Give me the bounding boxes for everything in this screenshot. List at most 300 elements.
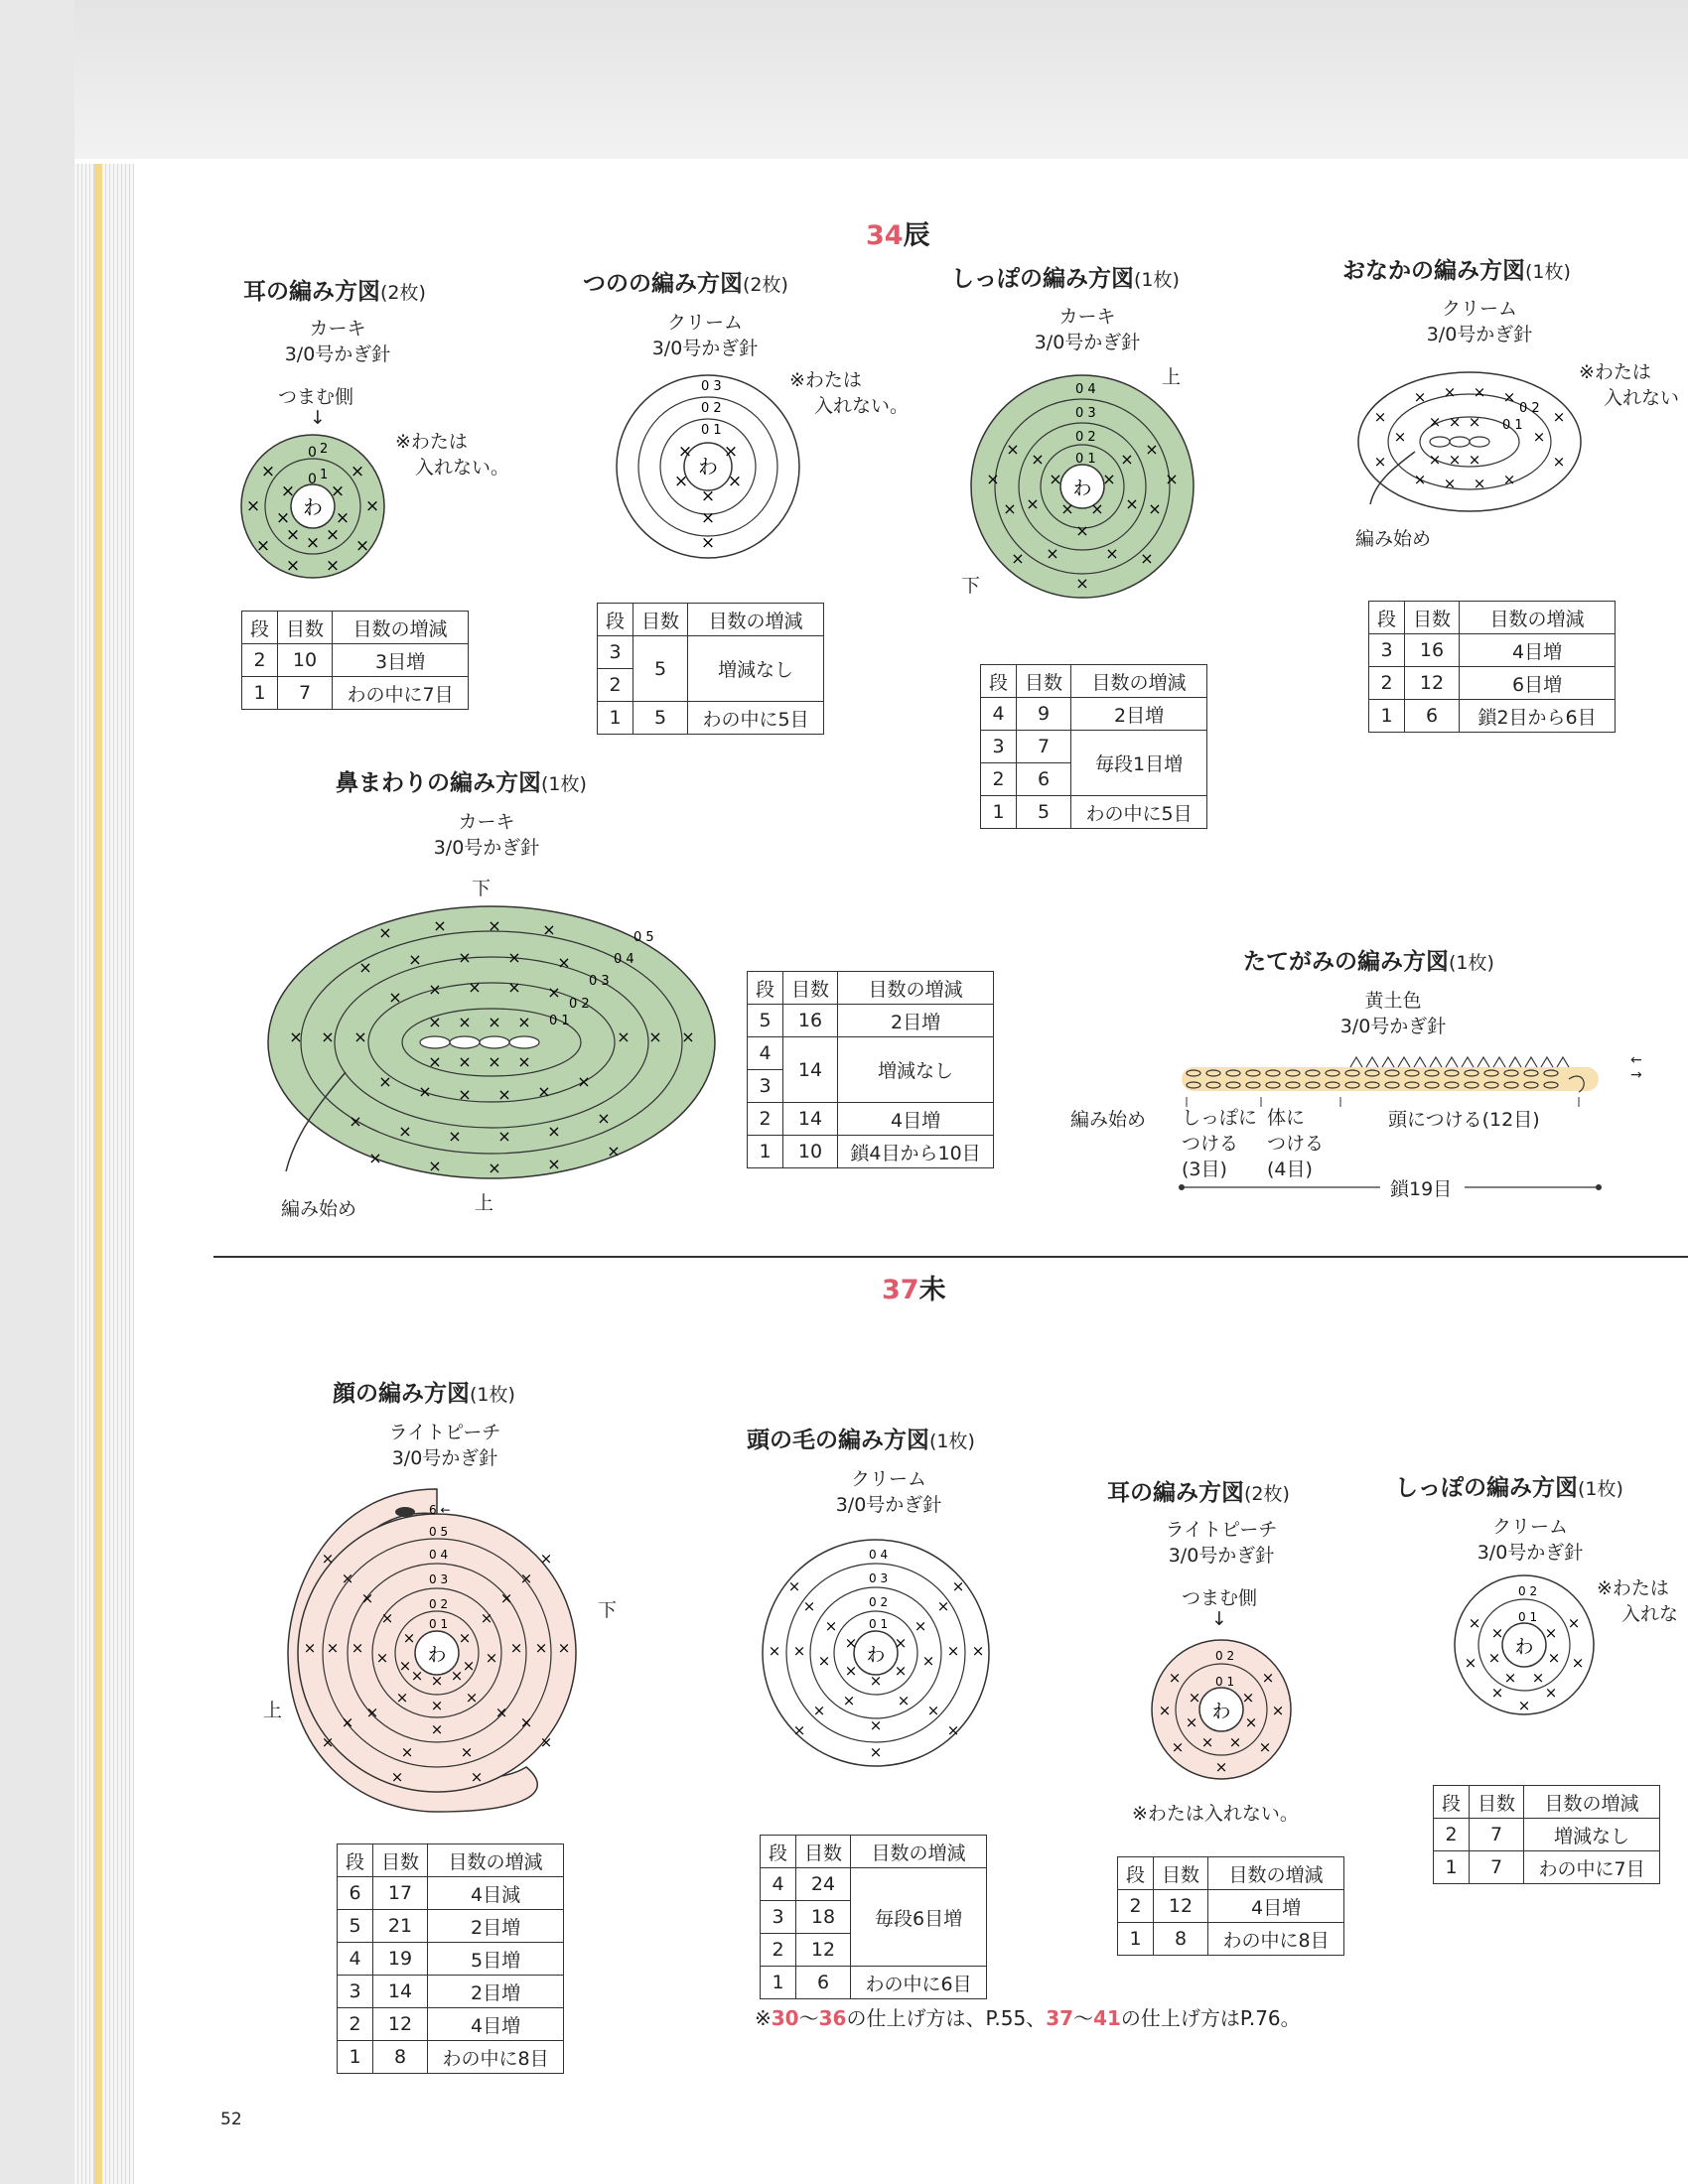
footnote-range-start-b: 37 <box>1046 2006 1074 2030</box>
svg-text:×: × <box>428 1013 442 1031</box>
title-text: 顔の編み方図 <box>333 1381 470 1407</box>
cell: 毎段6目増 <box>851 1868 987 1967</box>
cell: 6 <box>338 1877 373 1910</box>
svg-text:×: × <box>1487 1649 1501 1667</box>
cell: 12 <box>796 1934 851 1967</box>
table-row <box>1118 1923 1344 1956</box>
table-row <box>981 698 1207 731</box>
table-row <box>338 1877 564 1910</box>
note-line-1: ※わたは <box>1579 361 1651 383</box>
svg-text:×: × <box>677 442 693 462</box>
cell: 7 <box>1470 1819 1524 1851</box>
tail34-table <box>980 664 1207 829</box>
svg-text:0 2: 0 2 <box>1075 430 1096 445</box>
title-count: (1枚) <box>1525 261 1571 283</box>
svg-text:6 ←: 6 ← <box>429 1503 451 1517</box>
section-number: 37 <box>882 1275 919 1305</box>
svg-text:×: × <box>351 1639 364 1657</box>
svg-text:×: × <box>1046 544 1059 563</box>
cell: 2目増 <box>838 1005 994 1037</box>
title-count: (1枚) <box>1449 952 1494 974</box>
cell: わの中に8目 <box>428 2041 564 2074</box>
cell: 鎖4目から10目 <box>838 1136 994 1168</box>
title-count: (2枚) <box>743 274 788 296</box>
hook-size: 3/0号かぎ針 <box>1426 324 1533 345</box>
header-cell: 目数の増減 <box>1208 1857 1344 1890</box>
svg-text:×: × <box>485 1649 498 1667</box>
cell: 1 <box>598 702 633 735</box>
svg-text:×: × <box>1443 383 1457 401</box>
svg-text:×: × <box>1031 450 1045 469</box>
note-line-1: しっぽに <box>1182 1107 1258 1129</box>
cell: 2 <box>748 1103 783 1136</box>
cell: 6 <box>796 1967 851 1999</box>
svg-text:×: × <box>488 916 501 935</box>
cell: 12 <box>1405 667 1460 700</box>
svg-text:×: × <box>1271 1702 1285 1719</box>
svg-text:×: × <box>768 1642 781 1660</box>
svg-text:×: × <box>802 1597 816 1615</box>
cell: 1 <box>1369 700 1405 733</box>
svg-text:×: × <box>547 983 561 1002</box>
cell: 2 <box>981 763 1017 796</box>
svg-text:×: × <box>354 536 370 556</box>
svg-text:×: × <box>388 988 402 1007</box>
svg-text:×: × <box>547 1122 561 1141</box>
note-line-2: 入れな <box>1621 1603 1679 1625</box>
belly34-note <box>1579 359 1679 411</box>
table-row <box>761 1967 987 1999</box>
hook-size: 3/0号かぎ針 <box>1477 1542 1584 1564</box>
svg-text:0 1: 0 1 <box>1518 1610 1538 1624</box>
svg-text:×: × <box>792 1721 806 1739</box>
svg-text:×: × <box>1105 544 1119 563</box>
horn34-yarn <box>640 310 770 361</box>
tail37-title <box>1395 1469 1623 1502</box>
nose34-yarn <box>422 809 551 861</box>
hook-size: 3/0号かぎ針 <box>835 1494 942 1516</box>
svg-text:0 2: 0 2 <box>1215 1649 1235 1663</box>
svg-text:×: × <box>1544 1624 1558 1642</box>
table-row <box>748 1103 994 1136</box>
svg-text:×: × <box>700 508 716 528</box>
mane34-title <box>1243 943 1494 976</box>
svg-text:×: × <box>380 1609 394 1627</box>
table-row <box>598 702 824 735</box>
header-cell: 段 <box>242 612 278 644</box>
svg-text:×: × <box>894 1634 908 1652</box>
belly34-yarn <box>1415 296 1544 347</box>
svg-text:×: × <box>368 1149 382 1167</box>
title-text: たてがみの編み方図 <box>1243 949 1449 975</box>
nose34-top-label: 下 <box>472 878 492 899</box>
cell: 1 <box>981 796 1017 829</box>
svg-text:0 3: 0 3 <box>1075 406 1096 421</box>
svg-text:×: × <box>946 1642 960 1660</box>
table-row <box>1434 1819 1660 1851</box>
header-cell: 目数 <box>783 972 838 1005</box>
svg-text:×: × <box>1075 574 1089 593</box>
svg-text:×: × <box>1413 471 1427 488</box>
svg-text:×: × <box>869 1743 883 1761</box>
hair37-chart <box>760 1537 993 1770</box>
svg-text:0 3: 0 3 <box>869 1571 889 1585</box>
header-cell: 段 <box>981 665 1017 698</box>
title-text: 耳の編み方図 <box>1107 1480 1244 1506</box>
table-header-row <box>1369 602 1616 634</box>
page-stack-edges <box>74 164 134 2184</box>
svg-text:×: × <box>539 1550 553 1568</box>
svg-text:×: × <box>499 1589 513 1607</box>
svg-text:×: × <box>488 1052 501 1071</box>
section-title-34 <box>866 213 930 252</box>
svg-text:×: × <box>617 1027 631 1046</box>
cell: 6 <box>1017 763 1071 796</box>
cell: 3 <box>748 1070 783 1103</box>
hair37-title <box>747 1422 975 1454</box>
svg-text:×: × <box>557 953 571 972</box>
table-row <box>761 1868 987 1901</box>
table-row <box>981 796 1207 829</box>
hair37-table <box>760 1835 987 1999</box>
svg-text:×: × <box>365 1704 379 1721</box>
svg-text:0 1: 0 1 <box>549 1014 570 1028</box>
table-header-row <box>981 665 1207 698</box>
title-count: (1枚) <box>541 773 587 795</box>
svg-text:×: × <box>681 1027 695 1046</box>
svg-text:×: × <box>1532 428 1546 446</box>
header-cell: 段 <box>1369 602 1405 634</box>
ear34-pinch-label: つまむ側 <box>278 386 354 408</box>
svg-text:×: × <box>1552 453 1566 471</box>
svg-text:×: × <box>255 536 271 556</box>
face37-title <box>333 1375 515 1408</box>
cell: 5 <box>633 636 688 702</box>
cell: 19 <box>373 1943 428 1976</box>
note-line-1: ※わたは <box>1597 1577 1669 1599</box>
svg-text:0 1: 0 1 <box>429 1617 449 1631</box>
svg-text:×: × <box>519 1713 533 1731</box>
svg-text:×: × <box>1060 499 1074 518</box>
svg-text:0 2: 0 2 <box>569 997 590 1012</box>
svg-text:×: × <box>1102 470 1116 488</box>
hook-size: 3/0号かぎ針 <box>651 338 759 359</box>
hook-size: 3/0号かぎ針 <box>284 343 391 365</box>
yarn-color: クリーム <box>1491 1516 1568 1538</box>
svg-text:×: × <box>517 1013 531 1031</box>
svg-text:×: × <box>1145 440 1159 459</box>
tail37-chart <box>1453 1573 1597 1717</box>
svg-text:×: × <box>517 1052 531 1071</box>
svg-text:×: × <box>1090 499 1104 518</box>
svg-text:×: × <box>1473 475 1486 492</box>
svg-text:×: × <box>700 486 716 506</box>
svg-text:×: × <box>430 1672 444 1690</box>
svg-text:×: × <box>360 1589 374 1607</box>
svg-text:×: × <box>1258 1738 1272 1756</box>
table-row <box>338 1910 564 1943</box>
title-count: (2枚) <box>1244 1483 1290 1505</box>
note-line-2: つける <box>1182 1133 1239 1155</box>
header-cell: 目数 <box>1405 602 1460 634</box>
cell: 12 <box>1154 1890 1208 1923</box>
cell: 8 <box>373 2041 428 2074</box>
svg-text:×: × <box>1413 388 1427 406</box>
svg-text:2: 2 <box>320 442 329 457</box>
ear37-note: ※わたは入れない。 <box>1132 1803 1299 1825</box>
svg-text:×: × <box>341 1713 354 1731</box>
table-header-row <box>748 972 994 1005</box>
footnote-prefix: ※ <box>755 2006 772 2030</box>
page-number: 52 <box>220 2110 242 2129</box>
svg-text:×: × <box>946 1721 960 1739</box>
svg-text:×: × <box>1490 1684 1504 1702</box>
scan-background-top <box>0 0 1688 159</box>
svg-text:0 4: 0 4 <box>429 1548 449 1562</box>
svg-text:×: × <box>1373 408 1387 426</box>
svg-text:×: × <box>280 481 296 501</box>
svg-text:×: × <box>1140 549 1154 568</box>
svg-text:0 5: 0 5 <box>429 1525 449 1539</box>
cell: 17 <box>373 1877 428 1910</box>
svg-text:×: × <box>330 481 346 501</box>
header-cell: 目数の増減 <box>1460 602 1616 634</box>
svg-text:×: × <box>1443 475 1457 492</box>
yarn-color: クリーム <box>850 1468 926 1490</box>
nose34-start-label: 編み始め <box>281 1198 357 1220</box>
table-header-row <box>598 604 824 636</box>
svg-text:×: × <box>260 462 276 481</box>
svg-text:×: × <box>547 1155 561 1173</box>
note-line-2: つける <box>1267 1133 1325 1155</box>
svg-text:×: × <box>400 1743 414 1761</box>
svg-text:0 1: 0 1 <box>701 423 722 438</box>
svg-text:×: × <box>349 1112 362 1131</box>
header-cell: 段 <box>748 972 783 1005</box>
cell: 2目増 <box>428 1910 564 1943</box>
header-cell: 段 <box>1118 1857 1154 1890</box>
svg-text:×: × <box>1552 408 1566 426</box>
footnote-tilde: 〜 <box>798 2006 819 2030</box>
svg-text:×: × <box>428 1157 442 1175</box>
svg-text:×: × <box>1531 1669 1545 1687</box>
title-text: しっぽの編み方図 <box>951 266 1134 292</box>
svg-text:×: × <box>460 1743 474 1761</box>
svg-text:0 2: 0 2 <box>1519 401 1540 416</box>
svg-text:0 4: 0 4 <box>1075 382 1096 397</box>
svg-text:×: × <box>285 556 301 576</box>
svg-text:わ: わ <box>1211 1701 1231 1722</box>
svg-text:×: × <box>480 1609 493 1627</box>
yarn-color: ライトピーチ <box>1165 1519 1278 1541</box>
svg-text:0 4: 0 4 <box>614 952 634 967</box>
cell: 増減なし <box>688 636 824 702</box>
svg-text:×: × <box>408 950 422 969</box>
svg-text:×: × <box>1241 1689 1255 1706</box>
cell: 21 <box>373 1910 428 1943</box>
svg-text:×: × <box>951 1577 965 1595</box>
note-line-3: (4目) <box>1267 1159 1313 1180</box>
hook-size: 3/0号かぎ針 <box>1168 1545 1275 1567</box>
svg-text:×: × <box>275 508 291 528</box>
svg-text:×: × <box>1517 1697 1531 1714</box>
face37-yarn <box>375 1420 514 1471</box>
cell: 10 <box>783 1136 838 1168</box>
svg-text:0: 0 <box>308 472 317 487</box>
belly34-table <box>1368 601 1616 733</box>
svg-text:×: × <box>842 1692 856 1709</box>
svg-text:×: × <box>450 1667 464 1685</box>
svg-text:×: × <box>341 1570 354 1587</box>
svg-text:×: × <box>378 923 392 942</box>
table-row <box>1369 700 1616 733</box>
svg-text:×: × <box>497 1127 511 1146</box>
nose34-chart <box>266 903 718 1181</box>
table-row <box>598 636 824 669</box>
header-cell: 目数 <box>1017 665 1071 698</box>
table-row <box>1118 1890 1344 1923</box>
hook-size: 3/0号かぎ針 <box>391 1447 498 1469</box>
svg-text:わ: わ <box>427 1644 447 1666</box>
svg-text:×: × <box>507 948 521 967</box>
cell: 4 <box>981 698 1017 731</box>
table-row <box>338 2041 564 2074</box>
svg-text:×: × <box>245 496 261 516</box>
svg-text:×: × <box>1464 1654 1477 1672</box>
svg-text:×: × <box>897 1692 911 1709</box>
svg-text:×: × <box>869 1716 883 1734</box>
ear37-title <box>1107 1474 1290 1507</box>
face37-chart <box>288 1484 586 1822</box>
table-header-row <box>761 1836 987 1868</box>
svg-text:×: × <box>428 980 442 999</box>
svg-text:×: × <box>607 1142 621 1160</box>
note-line-2: 入れない <box>1604 387 1680 409</box>
svg-text:×: × <box>921 1652 935 1670</box>
hook-size: 3/0号かぎ針 <box>433 837 540 859</box>
svg-text:×: × <box>353 1027 367 1046</box>
svg-text:×: × <box>1448 413 1462 431</box>
cell: 7 <box>278 677 333 710</box>
svg-text:×: × <box>410 1667 424 1685</box>
cell: 5 <box>633 702 688 735</box>
header-cell: 目数 <box>1154 1857 1208 1890</box>
svg-text:×: × <box>727 472 743 491</box>
svg-text:×: × <box>1165 470 1179 488</box>
svg-text:×: × <box>375 1649 389 1667</box>
svg-text:×: × <box>1168 1669 1182 1687</box>
svg-text:×: × <box>1473 383 1486 401</box>
mane34-yarn <box>1329 988 1458 1039</box>
svg-text:×: × <box>321 1733 335 1751</box>
footnote-range-end-a: 36 <box>818 2006 847 2030</box>
svg-text:×: × <box>395 1689 409 1706</box>
svg-text:×: × <box>787 1577 801 1595</box>
cell: 18 <box>796 1901 851 1934</box>
header-cell: 目数 <box>633 604 688 636</box>
svg-text:×: × <box>289 1027 303 1046</box>
cell: 5 <box>748 1005 783 1037</box>
cell: 2 <box>1118 1890 1154 1923</box>
table-row <box>338 1976 564 2008</box>
svg-text:×: × <box>488 1013 501 1031</box>
svg-text:0 3: 0 3 <box>701 379 722 394</box>
header-cell: 目数の増減 <box>838 972 994 1005</box>
header-cell: 目数の増減 <box>1524 1786 1660 1819</box>
cell: 4 <box>748 1037 783 1070</box>
face37-left-label: 上 <box>263 1700 283 1721</box>
cell: 3 <box>598 636 633 669</box>
tail37-table <box>1433 1785 1660 1884</box>
table-row <box>981 731 1207 763</box>
footnote-end: の仕上げ方はP.76。 <box>1120 2006 1301 2030</box>
svg-text:×: × <box>1185 1713 1198 1731</box>
svg-text:×: × <box>1006 440 1020 459</box>
svg-text:×: × <box>458 948 472 967</box>
section-number: 34 <box>866 220 904 251</box>
header-cell: 段 <box>761 1836 796 1868</box>
cell: 1 <box>338 2041 373 2074</box>
cell: わの中に6目 <box>851 1967 987 1999</box>
ear34-pinch-arrow: ↓ <box>310 407 326 429</box>
table-row <box>748 1037 994 1070</box>
svg-text:×: × <box>1468 451 1481 469</box>
cell: 鎖2目から6目 <box>1460 700 1616 733</box>
svg-text:×: × <box>1171 1738 1185 1756</box>
svg-text:わ: わ <box>1072 478 1092 499</box>
svg-text:×: × <box>509 1639 523 1657</box>
hook-size: 3/0号かぎ針 <box>1339 1016 1447 1037</box>
tail37-yarn <box>1466 1514 1595 1566</box>
cell: 2目増 <box>1071 698 1207 731</box>
cell: 2 <box>1369 667 1405 700</box>
ear34-table <box>241 611 469 710</box>
svg-text:×: × <box>335 508 351 528</box>
horn34-table <box>597 603 824 735</box>
table-row <box>242 677 469 710</box>
yarn-color: クリーム <box>1441 298 1517 320</box>
svg-text:×: × <box>470 1768 484 1786</box>
cell: わの中に8目 <box>1208 1923 1344 1956</box>
cell: 4目増 <box>838 1103 994 1136</box>
svg-text:×: × <box>1544 1684 1558 1702</box>
svg-text:×: × <box>1125 494 1139 513</box>
cell: 3 <box>1369 634 1405 667</box>
svg-text:0 2: 0 2 <box>701 401 722 416</box>
svg-text:×: × <box>458 1013 472 1031</box>
cell: 14 <box>373 1976 428 2008</box>
title-text: つのの編み方図 <box>583 271 743 297</box>
cell: 4目増 <box>1208 1890 1344 1923</box>
svg-text:×: × <box>1448 451 1462 469</box>
svg-text:×: × <box>488 1159 501 1177</box>
title-text: 鼻まわりの編み方図 <box>336 770 541 796</box>
cell: 8 <box>1154 1923 1208 1956</box>
face37-right-label: 下 <box>598 1599 618 1621</box>
svg-text:×: × <box>458 1085 472 1104</box>
cell: わの中に5目 <box>1071 796 1207 829</box>
svg-text:×: × <box>402 1629 416 1647</box>
svg-text:×: × <box>700 533 716 553</box>
svg-text:×: × <box>648 1027 662 1046</box>
svg-text:×: × <box>1188 1689 1201 1706</box>
svg-text:×: × <box>448 1127 462 1146</box>
belly34-chart <box>1355 367 1584 516</box>
svg-text:×: × <box>428 1052 442 1071</box>
svg-text:×: × <box>577 1072 591 1091</box>
header-cell: 段 <box>338 1844 373 1877</box>
tail34-chart <box>968 365 1196 609</box>
